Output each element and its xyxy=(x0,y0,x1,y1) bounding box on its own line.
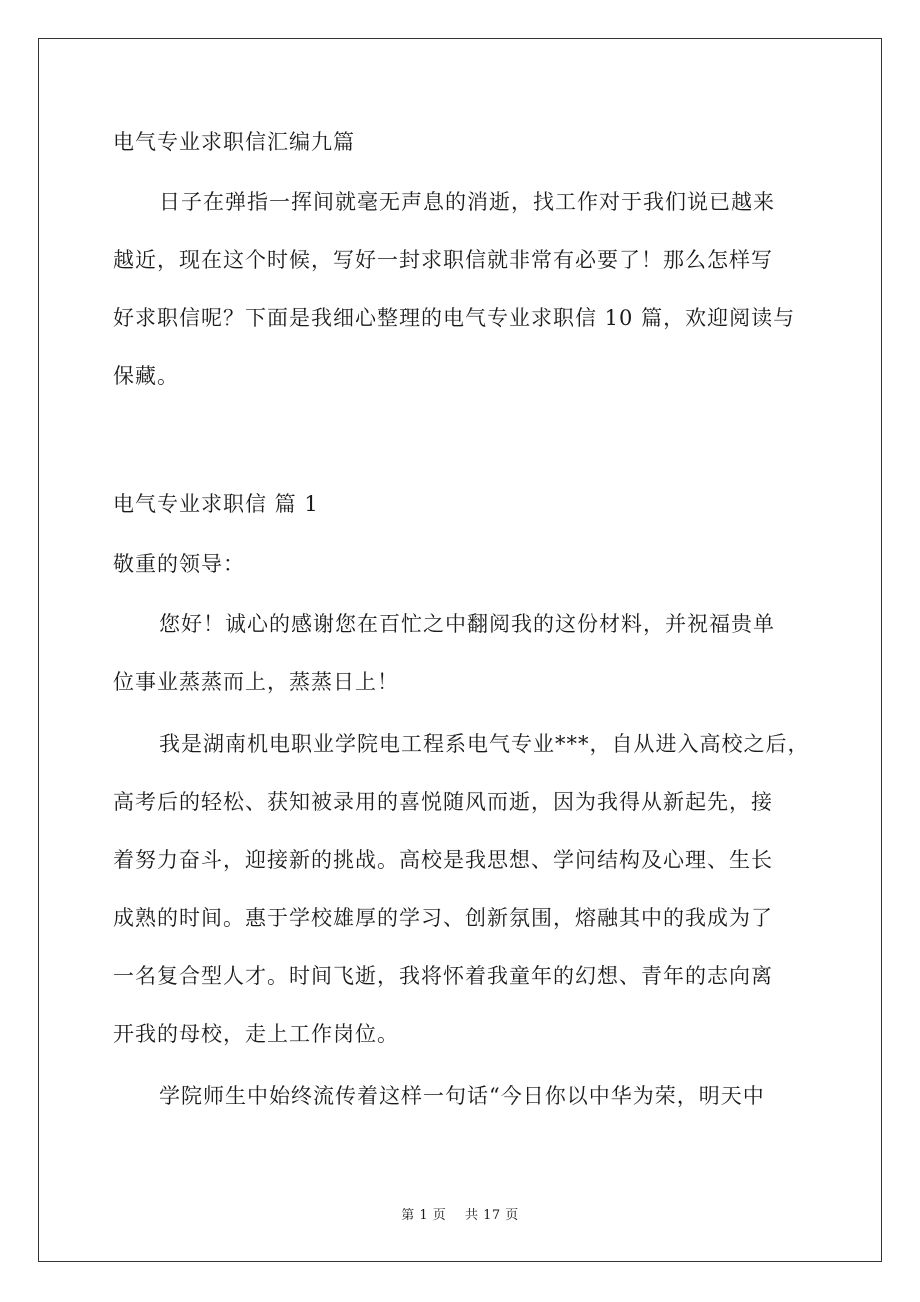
intro-line-3: 好求职信呢？下面是我细心整理的电气专业求职信 10 篇，欢迎阅读与 xyxy=(113,306,796,330)
page-border xyxy=(38,38,882,1262)
paragraph2-line-2: 高考后的轻松、获知被录用的喜悦随风而逝，因为我得从新起先，接 xyxy=(113,790,773,814)
paragraph2-line-1: 我是湖南机电职业学院电工程系电气专业***，自从进入高校之后， xyxy=(159,732,810,756)
paragraph1-line-1: 您好！诚心的感谢您在百忙之中翻阅我的这份材料，并祝福贵单 xyxy=(159,612,775,636)
paragraph2-line-4: 成熟的时间。惠于学校雄厚的学习、创新氛围，熔融其中的我成为了 xyxy=(113,906,773,930)
page-total: 共 17 页 xyxy=(464,1208,519,1223)
paragraph1-line-2: 位事业蒸蒸而上，蒸蒸日上！ xyxy=(113,670,399,694)
intro-line-4: 保藏。 xyxy=(113,364,179,388)
paragraph3-line-1: 学院师生中始终流传着这样一句话“今日你以中华为荣，明天中 xyxy=(159,1084,765,1108)
intro-line-1: 日子在弹指一挥间就毫无声息的消逝，找工作对于我们说已越来 xyxy=(159,190,775,214)
page-number: 第 1 页 xyxy=(401,1208,447,1223)
intro-line-2: 越近，现在这个时候，写好一封求职信就非常有必要了！那么怎样写 xyxy=(113,248,773,272)
salutation: 敬重的领导： xyxy=(113,552,245,576)
page-footer xyxy=(0,1207,920,1225)
paragraph2-line-3: 着努力奋斗，迎接新的挑战。高校是我思想、学问结构及心理、生长 xyxy=(113,848,773,872)
paragraph2-line-5: 一名复合型人才。时间飞逝，我将怀着我童年的幻想、青年的志向离 xyxy=(113,964,773,988)
paragraph2-line-6: 开我的母校，走上工作岗位。 xyxy=(113,1022,399,1046)
document-title: 电气专业求职信汇编九篇 xyxy=(113,130,355,154)
section-heading: 电气专业求职信 篇 1 xyxy=(113,492,319,516)
